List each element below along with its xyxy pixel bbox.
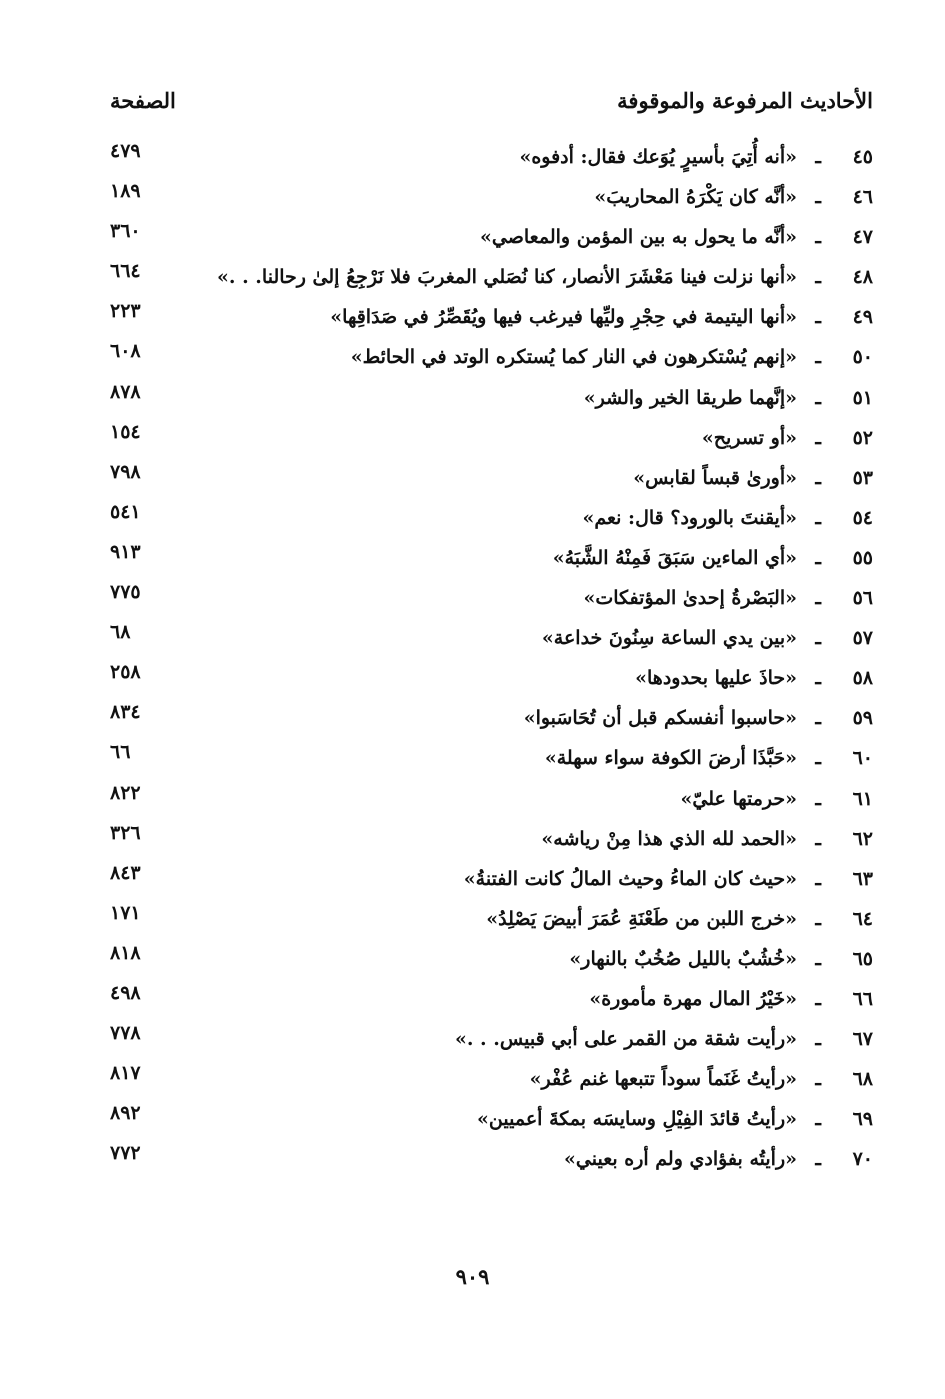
entry-page-number: ١٥٤ [110, 420, 141, 443]
entry-page-number: ٢٢٣ [110, 300, 141, 323]
entry-page-number: ٨٩٢ [110, 1102, 141, 1125]
entry-number: ٥٣ [852, 466, 873, 489]
entry-text: «أو تسريح» [701, 426, 797, 449]
list-item [110, 300, 873, 340]
entry-dash: ـ [815, 707, 821, 730]
entry-text: «رأيت شقة من القمر على أبي قبيس. . .» [454, 1028, 797, 1051]
entry-dash: ـ [815, 667, 821, 690]
entry-number: ٦١ [852, 787, 873, 810]
entry-page-number: ٨٢٢ [110, 781, 141, 804]
list-item [110, 461, 873, 501]
entry-number: ٦٢ [852, 827, 873, 850]
list-item [110, 822, 873, 862]
entry-text: «حرمتها عليّ» [680, 787, 797, 810]
entry-text: «أنها نزلت فينا مَعْشَرَ الأنصار، كنا نُصَلي المغربَ فلا نَرْجِعُ إلىٰ رحالنا. . .» [216, 266, 797, 289]
entry-page-number: ٩١٣ [110, 540, 141, 563]
entry-dash: ـ [815, 546, 821, 569]
entry-dash: ـ [815, 947, 821, 970]
entry-dash: ـ [815, 466, 821, 489]
entry-number: ٥٨ [852, 667, 873, 690]
entry-number: ٤٧ [852, 226, 873, 249]
list-item [110, 982, 873, 1022]
entry-text: «أيقنتَ بالورود؟ قال: نعم» [582, 506, 797, 529]
entry-text: «أورىٰ قبساً لقابس» [633, 466, 797, 489]
entry-number: ٦٣ [852, 867, 873, 890]
entry-page-number: ٢٥٨ [110, 661, 141, 684]
entry-number: ٥٠ [852, 346, 873, 369]
entry-text: «بين يدي الساعة سِنُونَ خداعة» [541, 627, 797, 650]
entry-dash: ـ [815, 146, 821, 168]
entry-dash: ـ [815, 907, 821, 930]
entry-text: «أي الماءين سَبَقَ فَمِنْهُ الشَّبَهُ» [552, 546, 797, 569]
entry-text: «حيث كان الماءُ وحيث المالُ كانت الفتنةُ» [463, 867, 797, 890]
entry-page-number: ٧٧٢ [110, 1142, 141, 1165]
list-item [110, 862, 873, 902]
list-item [110, 942, 873, 982]
list-item [110, 541, 873, 581]
entry-page-number: ٨٤٣ [110, 861, 141, 884]
entry-text: «أنَّه ما يحول به بين المؤمن والمعاصي» [480, 226, 797, 249]
list-item [110, 260, 873, 300]
entry-number: ٤٦ [852, 186, 873, 209]
entry-page-number: ٨١٧ [110, 1062, 141, 1085]
list-item [110, 741, 873, 781]
list-item [110, 1062, 873, 1102]
entry-number: ٥٥ [852, 546, 873, 569]
entry-text: «حاسبوا أنفسكم قبل أن تُحَاسَبوا» [523, 707, 797, 730]
entry-dash: ـ [815, 747, 821, 770]
entry-page-number: ٨٣٤ [110, 701, 141, 724]
list-item [110, 180, 873, 220]
entry-dash: ـ [815, 426, 821, 449]
entry-number: ٦٨ [852, 1068, 873, 1091]
entry-text: «أنها اليتيمة في حِجْرِ وليِّها فيرغب فيها ويُقَصِّرُ في صَدَاقِها» [330, 306, 797, 329]
entry-page-number: ٨٧٨ [110, 380, 141, 403]
entry-page-number: ١٨٩ [110, 180, 141, 203]
list-item [110, 220, 873, 260]
entry-page-number: ٦٨ [110, 621, 131, 644]
entry-number: ٧٠ [852, 1148, 873, 1171]
entry-number: ٥٧ [852, 627, 873, 650]
hadith-index-list [110, 140, 873, 1182]
entry-dash: ـ [815, 266, 821, 289]
entry-text: «البَصْرةُ إحدىٰ المؤتفكات» [583, 587, 797, 610]
entry-number: ٥٤ [852, 506, 873, 529]
entry-dash: ـ [815, 506, 821, 529]
entry-dash: ـ [815, 306, 821, 329]
entry-dash: ـ [815, 1108, 821, 1131]
entry-dash: ـ [815, 867, 821, 890]
entry-page-number: ١٧١ [110, 901, 141, 924]
entry-dash: ـ [815, 386, 821, 409]
entry-dash: ـ [815, 186, 821, 209]
entry-dash: ـ [815, 827, 821, 850]
entry-number: ٦٩ [852, 1108, 873, 1131]
list-item [110, 1142, 873, 1182]
entry-dash: ـ [815, 627, 821, 650]
entry-text: «إنهم يُسْتكرهون في النار كما يُستكره الوتد في الحائط» [350, 346, 797, 369]
entry-number: ٥٦ [852, 587, 873, 610]
entry-page-number: ٦٦٤ [110, 260, 141, 283]
entry-text: «خرج اللبن من طَعْنَةِ عُمَرَ أبيضَ يَصْلِدُ» [486, 907, 797, 930]
entry-dash: ـ [815, 1068, 821, 1091]
list-item [110, 140, 873, 180]
list-item [110, 1022, 873, 1062]
list-item [110, 1102, 873, 1142]
entry-number: ٤٥ [852, 146, 873, 168]
entry-page-number: ٧٧٥ [110, 581, 141, 604]
entry-text: «رأيتُ قائدَ الفِيْلِ وسايسَه بمكةَ أعميين» [477, 1108, 797, 1131]
entry-number: ٦٤ [852, 907, 873, 930]
entry-number: ٥١ [852, 386, 873, 409]
entry-number: ٥٢ [852, 426, 873, 449]
entry-text: «خَيْرُ المال مهرة مأمورة» [589, 987, 797, 1010]
entry-text: «حَبَّذَا أرضَ الكوفة سواء سهلة» [544, 747, 797, 770]
entry-text: «أنه أُتِيَ بأسيرٍ يُوَعك فقال: أدفوه» [519, 146, 797, 168]
list-item [110, 581, 873, 621]
entry-page-number: ٤٧٩ [110, 140, 141, 162]
entry-dash: ـ [815, 1148, 821, 1171]
entry-text: «حاذَ عليها بحدودها» [635, 667, 797, 690]
entry-text: «خُشُبٌ بالليل صُخُبٌ بالنهار» [569, 947, 797, 970]
entry-page-number: ٦٦ [110, 741, 131, 764]
entry-number: ٦٧ [852, 1028, 873, 1051]
entry-text: «رأيتُ غَنَماً سوداً تتبعها غنم عُفْر» [529, 1068, 797, 1091]
entry-dash: ـ [815, 346, 821, 369]
entry-number: ٦٥ [852, 947, 873, 970]
list-item [110, 501, 873, 541]
entry-dash: ـ [815, 226, 821, 249]
entry-page-number: ٣٦٠ [110, 220, 141, 243]
entry-dash: ـ [815, 1028, 821, 1051]
entry-number: ٤٩ [852, 306, 873, 329]
page-header [110, 88, 873, 124]
entry-page-number: ٧٩٨ [110, 460, 141, 483]
entry-text: «إنَّهما طريقا الخير والشر» [583, 386, 797, 409]
list-item [110, 661, 873, 701]
entry-number: ٦٦ [852, 987, 873, 1010]
entry-text: «رأيتُه بفؤادي ولم أره بعيني» [564, 1148, 797, 1171]
entry-dash: ـ [815, 587, 821, 610]
page-title: الأحاديث المرفوعة والموقوفة [617, 88, 873, 113]
list-item [110, 340, 873, 380]
list-item [110, 782, 873, 822]
entry-page-number: ٦٠٨ [110, 340, 141, 363]
entry-page-number: ٨١٨ [110, 941, 141, 964]
entry-page-number: ٧٧٨ [110, 1022, 141, 1045]
list-item [110, 621, 873, 661]
page-number: ٩٠٩ [455, 1264, 490, 1289]
entry-page-number: ٤٩٨ [110, 981, 141, 1004]
entry-dash: ـ [815, 987, 821, 1010]
entry-number: ٦٠ [852, 747, 873, 770]
entry-text: «الحمد لله الذي هذا مِنْ رياشه» [541, 827, 797, 850]
page-column-label: الصفحة [110, 88, 176, 113]
entry-number: ٥٩ [852, 707, 873, 730]
list-item [110, 421, 873, 461]
list-item [110, 902, 873, 942]
list-item [110, 381, 873, 421]
entry-text: «أنَّه كان يَكْرَهُ المحاريبَ» [594, 186, 797, 209]
entry-number: ٤٨ [852, 266, 873, 289]
entry-dash: ـ [815, 787, 821, 810]
list-item [110, 701, 873, 741]
entry-page-number: ٥٤١ [110, 500, 141, 523]
entry-page-number: ٣٢٦ [110, 821, 141, 844]
